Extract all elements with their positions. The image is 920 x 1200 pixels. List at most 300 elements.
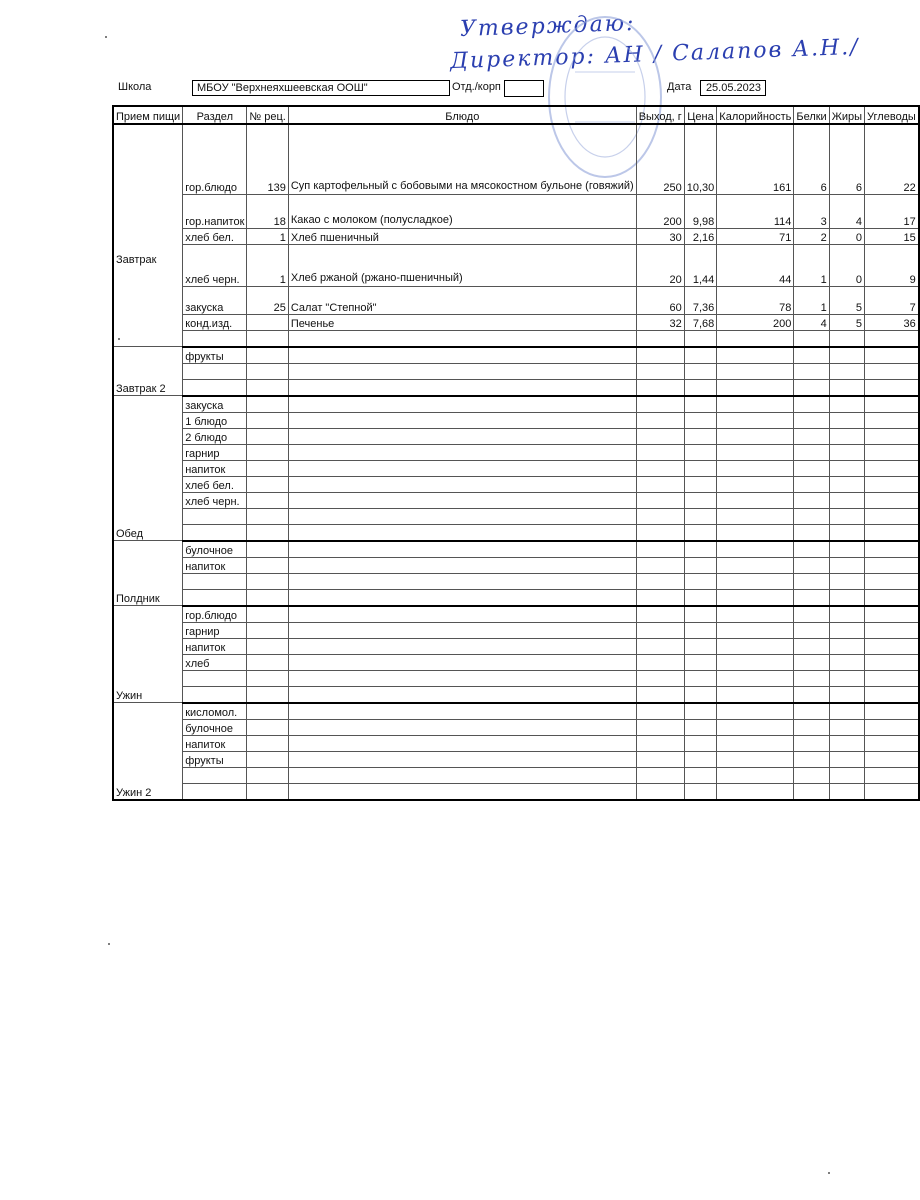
empty-cell (829, 751, 864, 767)
empty-cell (717, 541, 794, 558)
empty-cell (288, 638, 636, 654)
empty-cell (829, 573, 864, 589)
protein-cell: 3 (794, 194, 829, 228)
empty-cell (865, 783, 919, 800)
recipe-cell: 1 (247, 244, 288, 286)
empty-cell (684, 606, 717, 623)
empty-cell (288, 379, 636, 396)
yield-cell: 60 (636, 286, 684, 314)
fat-cell: 0 (829, 244, 864, 286)
table-row (113, 557, 919, 573)
approval-line-1: Утверждаю: (459, 10, 636, 43)
empty-cell (717, 686, 794, 703)
school-label: Школа (118, 81, 152, 93)
recipe-cell: 1 (247, 228, 288, 244)
empty-cell (865, 589, 919, 606)
empty-cell (288, 589, 636, 606)
empty-cell (865, 557, 919, 573)
table-row (113, 767, 919, 783)
empty-cell (288, 508, 636, 524)
empty-cell (636, 573, 684, 589)
section-cell (183, 670, 247, 686)
empty-cell (247, 524, 288, 541)
empty-cell (636, 363, 684, 379)
price-cell: 10,30 (684, 124, 717, 194)
empty-cell (288, 476, 636, 492)
empty-cell (794, 444, 829, 460)
protein-cell: 6 (794, 124, 829, 194)
recipe-cell: 25 (247, 286, 288, 314)
empty-cell (288, 606, 636, 623)
empty-cell (288, 492, 636, 508)
empty-cell (288, 347, 636, 364)
empty-cell (684, 379, 717, 396)
empty-cell (684, 363, 717, 379)
empty-cell (829, 508, 864, 524)
empty-cell (865, 428, 919, 444)
empty-cell (636, 686, 684, 703)
empty-cell (829, 719, 864, 735)
yield-cell: 30 (636, 228, 684, 244)
empty-cell (829, 622, 864, 638)
table-row (113, 541, 919, 558)
empty-cell (717, 783, 794, 800)
empty-cell (684, 476, 717, 492)
section-cell (183, 573, 247, 589)
carbs-cell: 36 (865, 314, 919, 330)
empty-cell (247, 751, 288, 767)
empty-cell (794, 735, 829, 751)
empty-cell (717, 379, 794, 396)
empty-cell (684, 686, 717, 703)
empty-cell (288, 686, 636, 703)
empty-cell (636, 379, 684, 396)
empty-cell (829, 363, 864, 379)
empty-cell (636, 735, 684, 751)
empty-cell (794, 524, 829, 541)
dish-cell: Хлеб пшеничный (288, 228, 636, 244)
empty-cell (794, 492, 829, 508)
section-cell: фрукты (183, 347, 247, 364)
col-protein: Белки (794, 106, 829, 124)
section-cell (183, 589, 247, 606)
col-section: Раздел (183, 106, 247, 124)
section-cell: хлеб (183, 654, 247, 670)
empty-cell (794, 573, 829, 589)
table-row (113, 244, 919, 286)
fat-cell: 5 (829, 286, 864, 314)
empty-cell (288, 751, 636, 767)
empty-cell (829, 557, 864, 573)
empty-cell (717, 670, 794, 686)
meal-lunch: Обед (113, 396, 183, 541)
empty-cell (717, 719, 794, 735)
empty-cell (717, 492, 794, 508)
empty-cell (865, 444, 919, 460)
empty-cell (288, 412, 636, 428)
scan-speck (105, 36, 107, 38)
empty-cell (865, 476, 919, 492)
section-cell: гарнир (183, 444, 247, 460)
empty-cell (636, 396, 684, 413)
carbs-cell: 7 (865, 286, 919, 314)
empty-cell (636, 751, 684, 767)
recipe-cell (247, 314, 288, 330)
empty-cell (794, 460, 829, 476)
table-row (113, 719, 919, 735)
empty-cell (829, 541, 864, 558)
col-fat: Жиры (829, 106, 864, 124)
table-row (113, 622, 919, 638)
empty-cell (684, 508, 717, 524)
empty-cell (247, 670, 288, 686)
table-row (113, 606, 919, 623)
empty-cell (684, 524, 717, 541)
carbs-cell: 22 (865, 124, 919, 194)
protein-cell: 2 (794, 228, 829, 244)
empty-cell (684, 670, 717, 686)
empty-cell (794, 508, 829, 524)
section-cell (183, 767, 247, 783)
empty-cell (794, 654, 829, 670)
col-carbs: Углеводы (865, 106, 919, 124)
empty-cell (865, 735, 919, 751)
table-row (113, 379, 919, 396)
empty-cell (247, 606, 288, 623)
table-row (113, 573, 919, 589)
price-cell: 2,16 (684, 228, 717, 244)
empty-cell (636, 476, 684, 492)
empty-cell (865, 767, 919, 783)
empty-cell (684, 444, 717, 460)
empty-cell (636, 508, 684, 524)
empty-cell (636, 347, 684, 364)
empty-cell (865, 508, 919, 524)
empty-cell (829, 686, 864, 703)
empty-cell (794, 622, 829, 638)
section-cell: конд.изд. (183, 314, 247, 330)
empty-cell (865, 622, 919, 638)
empty-cell (247, 492, 288, 508)
meal-dinner2: Ужин 2 (113, 703, 183, 800)
empty-cell (288, 767, 636, 783)
empty-cell (247, 654, 288, 670)
empty-cell (288, 573, 636, 589)
empty-cell (794, 589, 829, 606)
table-row (113, 703, 919, 720)
empty-cell (288, 670, 636, 686)
empty-cell (865, 686, 919, 703)
dish-cell: Какао с молоком (полусладкое) (288, 194, 636, 228)
empty-cell (636, 654, 684, 670)
carbs-cell: 17 (865, 194, 919, 228)
empty-cell (247, 363, 288, 379)
empty-cell (636, 719, 684, 735)
empty-cell (717, 428, 794, 444)
empty-cell (717, 735, 794, 751)
fat-cell: 4 (829, 194, 864, 228)
empty-cell (717, 767, 794, 783)
table-row (113, 735, 919, 751)
table-row (113, 654, 919, 670)
empty-cell (684, 638, 717, 654)
meal-snack: Полдник (113, 541, 183, 606)
table-row (113, 589, 919, 606)
col-yield: Выход, г (636, 106, 684, 124)
empty-cell (717, 622, 794, 638)
empty-cell (288, 735, 636, 751)
empty-cell (247, 476, 288, 492)
price-cell: 7,68 (684, 314, 717, 330)
empty-cell (865, 654, 919, 670)
protein-cell: 1 (794, 244, 829, 286)
menu-table (112, 105, 920, 801)
empty-cell (794, 767, 829, 783)
empty-cell (288, 460, 636, 476)
col-kcal: Калорийность (717, 106, 794, 124)
empty-cell (247, 767, 288, 783)
empty-cell (288, 719, 636, 735)
section-cell (183, 508, 247, 524)
carbs-cell: 15 (865, 228, 919, 244)
empty-cell (717, 476, 794, 492)
empty-cell (247, 622, 288, 638)
dish-cell: Салат "Степной" (288, 286, 636, 314)
date-value: 25.05.2023 (700, 80, 766, 96)
section-cell: хлеб черн. (183, 244, 247, 286)
empty-cell (636, 444, 684, 460)
empty-cell (636, 589, 684, 606)
kcal-cell: 78 (717, 286, 794, 314)
col-meal: Прием пищи (113, 106, 183, 124)
table-row (113, 670, 919, 686)
empty-cell (717, 703, 794, 720)
table-row (113, 686, 919, 703)
empty-cell (288, 396, 636, 413)
empty-cell (794, 751, 829, 767)
empty-cell (684, 719, 717, 735)
section-cell: напиток (183, 735, 247, 751)
empty-cell (794, 396, 829, 413)
empty-cell (636, 524, 684, 541)
section-cell (183, 783, 247, 800)
empty-cell (717, 347, 794, 364)
empty-cell (247, 686, 288, 703)
kcal-cell: 71 (717, 228, 794, 244)
empty-cell (247, 428, 288, 444)
price-cell: 7,36 (684, 286, 717, 314)
empty-cell (865, 573, 919, 589)
section-cell: булочное (183, 541, 247, 558)
yield-cell: 20 (636, 244, 684, 286)
empty-cell (288, 444, 636, 460)
empty-cell (636, 767, 684, 783)
empty-cell (684, 541, 717, 558)
yield-cell: 200 (636, 194, 684, 228)
empty-cell (717, 751, 794, 767)
empty-cell (684, 492, 717, 508)
section-cell (183, 524, 247, 541)
table-row (113, 508, 919, 524)
protein-cell: 1 (794, 286, 829, 314)
section-cell: 1 блюдо (183, 412, 247, 428)
empty-cell (247, 703, 288, 720)
yield-cell: 250 (636, 124, 684, 194)
empty-cell (684, 622, 717, 638)
protein-cell: 4 (794, 314, 829, 330)
empty-cell (865, 363, 919, 379)
recipe-cell: 139 (247, 124, 288, 194)
empty-cell (636, 638, 684, 654)
kcal-cell: 44 (717, 244, 794, 286)
empty-cell (717, 524, 794, 541)
empty-cell (288, 541, 636, 558)
empty-cell (636, 541, 684, 558)
section-cell: хлеб бел. (183, 476, 247, 492)
empty-cell (865, 670, 919, 686)
empty-cell (288, 703, 636, 720)
empty-cell (865, 638, 919, 654)
empty-cell (829, 703, 864, 720)
empty-cell (865, 719, 919, 735)
empty-cell (288, 428, 636, 444)
empty-cell (717, 363, 794, 379)
section-cell (183, 363, 247, 379)
table-row (113, 444, 919, 460)
empty-cell (794, 412, 829, 428)
empty-cell (717, 638, 794, 654)
col-dish: Блюдо (288, 106, 636, 124)
empty-cell (794, 363, 829, 379)
dept-label: Отд./корп (452, 81, 501, 93)
empty-cell (794, 557, 829, 573)
empty-cell (829, 783, 864, 800)
empty-cell (247, 412, 288, 428)
empty-cell (717, 573, 794, 589)
kcal-cell: 161 (717, 124, 794, 194)
table-row (113, 476, 919, 492)
empty-cell (684, 460, 717, 476)
empty-cell (247, 541, 288, 558)
fat-cell: 6 (829, 124, 864, 194)
empty-cell (865, 606, 919, 623)
table-row (113, 347, 919, 364)
empty-cell (684, 573, 717, 589)
section-cell: гор.напиток (183, 194, 247, 228)
table-row (113, 751, 919, 767)
empty-cell (794, 476, 829, 492)
empty-cell (794, 719, 829, 735)
table-row (113, 330, 919, 347)
empty-cell (636, 460, 684, 476)
empty-cell (829, 767, 864, 783)
empty-cell (636, 670, 684, 686)
price-cell: 9,98 (684, 194, 717, 228)
dish-cell: Суп картофельный с бобовыми на мясокостном бульоне (говяжий) (288, 124, 636, 194)
empty-cell (247, 444, 288, 460)
empty-cell (829, 654, 864, 670)
section-cell: хлеб черн. (183, 492, 247, 508)
carbs-cell: 9 (865, 244, 919, 286)
section-cell: кисломол. (183, 703, 247, 720)
section-cell: напиток (183, 557, 247, 573)
date-label: Дата (667, 81, 692, 93)
section-cell: закуска (183, 396, 247, 413)
empty-cell (684, 751, 717, 767)
fat-cell: 0 (829, 228, 864, 244)
section-cell: закуска (183, 286, 247, 314)
empty-cell (684, 783, 717, 800)
header-row (113, 106, 919, 124)
empty-cell (247, 783, 288, 800)
empty-cell (794, 783, 829, 800)
empty-cell (684, 654, 717, 670)
empty-cell (865, 396, 919, 413)
dish-cell: Хлеб ржаной (ржано-пшеничный) (288, 244, 636, 286)
empty-cell (684, 396, 717, 413)
empty-cell (684, 347, 717, 364)
empty-cell (829, 638, 864, 654)
empty-cell (717, 444, 794, 460)
empty-cell (247, 735, 288, 751)
empty-cell (717, 508, 794, 524)
empty-cell (636, 622, 684, 638)
empty-cell (636, 557, 684, 573)
empty-cell (288, 654, 636, 670)
empty-cell (717, 654, 794, 670)
empty-cell (247, 573, 288, 589)
empty-cell (794, 703, 829, 720)
empty-cell (717, 557, 794, 573)
empty-cell (636, 783, 684, 800)
empty-cell (829, 396, 864, 413)
empty-cell (636, 606, 684, 623)
kcal-cell: 114 (717, 194, 794, 228)
empty-cell (794, 347, 829, 364)
empty-cell (717, 396, 794, 413)
empty-cell (288, 524, 636, 541)
scan-speck (828, 1172, 830, 1174)
empty-cell (247, 508, 288, 524)
empty-cell (829, 589, 864, 606)
price-cell: 1,44 (684, 244, 717, 286)
empty-cell (865, 524, 919, 541)
empty-cell (865, 751, 919, 767)
empty-cell (794, 638, 829, 654)
empty-cell (247, 347, 288, 364)
table-row (113, 363, 919, 379)
empty-cell (865, 412, 919, 428)
section-cell: 2 блюдо (183, 428, 247, 444)
empty-cell (794, 379, 829, 396)
empty-cell (247, 460, 288, 476)
fat-cell: 5 (829, 314, 864, 330)
empty-cell (794, 606, 829, 623)
meal-breakfast2: Завтрак 2 (113, 347, 183, 396)
table-row (113, 460, 919, 476)
section-cell: гарнир (183, 622, 247, 638)
empty-cell (288, 363, 636, 379)
empty-cell (717, 589, 794, 606)
empty-cell (829, 379, 864, 396)
empty-cell (829, 670, 864, 686)
table-row (113, 124, 919, 194)
table-row (113, 286, 919, 314)
empty-cell (636, 703, 684, 720)
empty-cell (794, 670, 829, 686)
meal-dinner: Ужин (113, 606, 183, 703)
section-cell: фрукты (183, 751, 247, 767)
